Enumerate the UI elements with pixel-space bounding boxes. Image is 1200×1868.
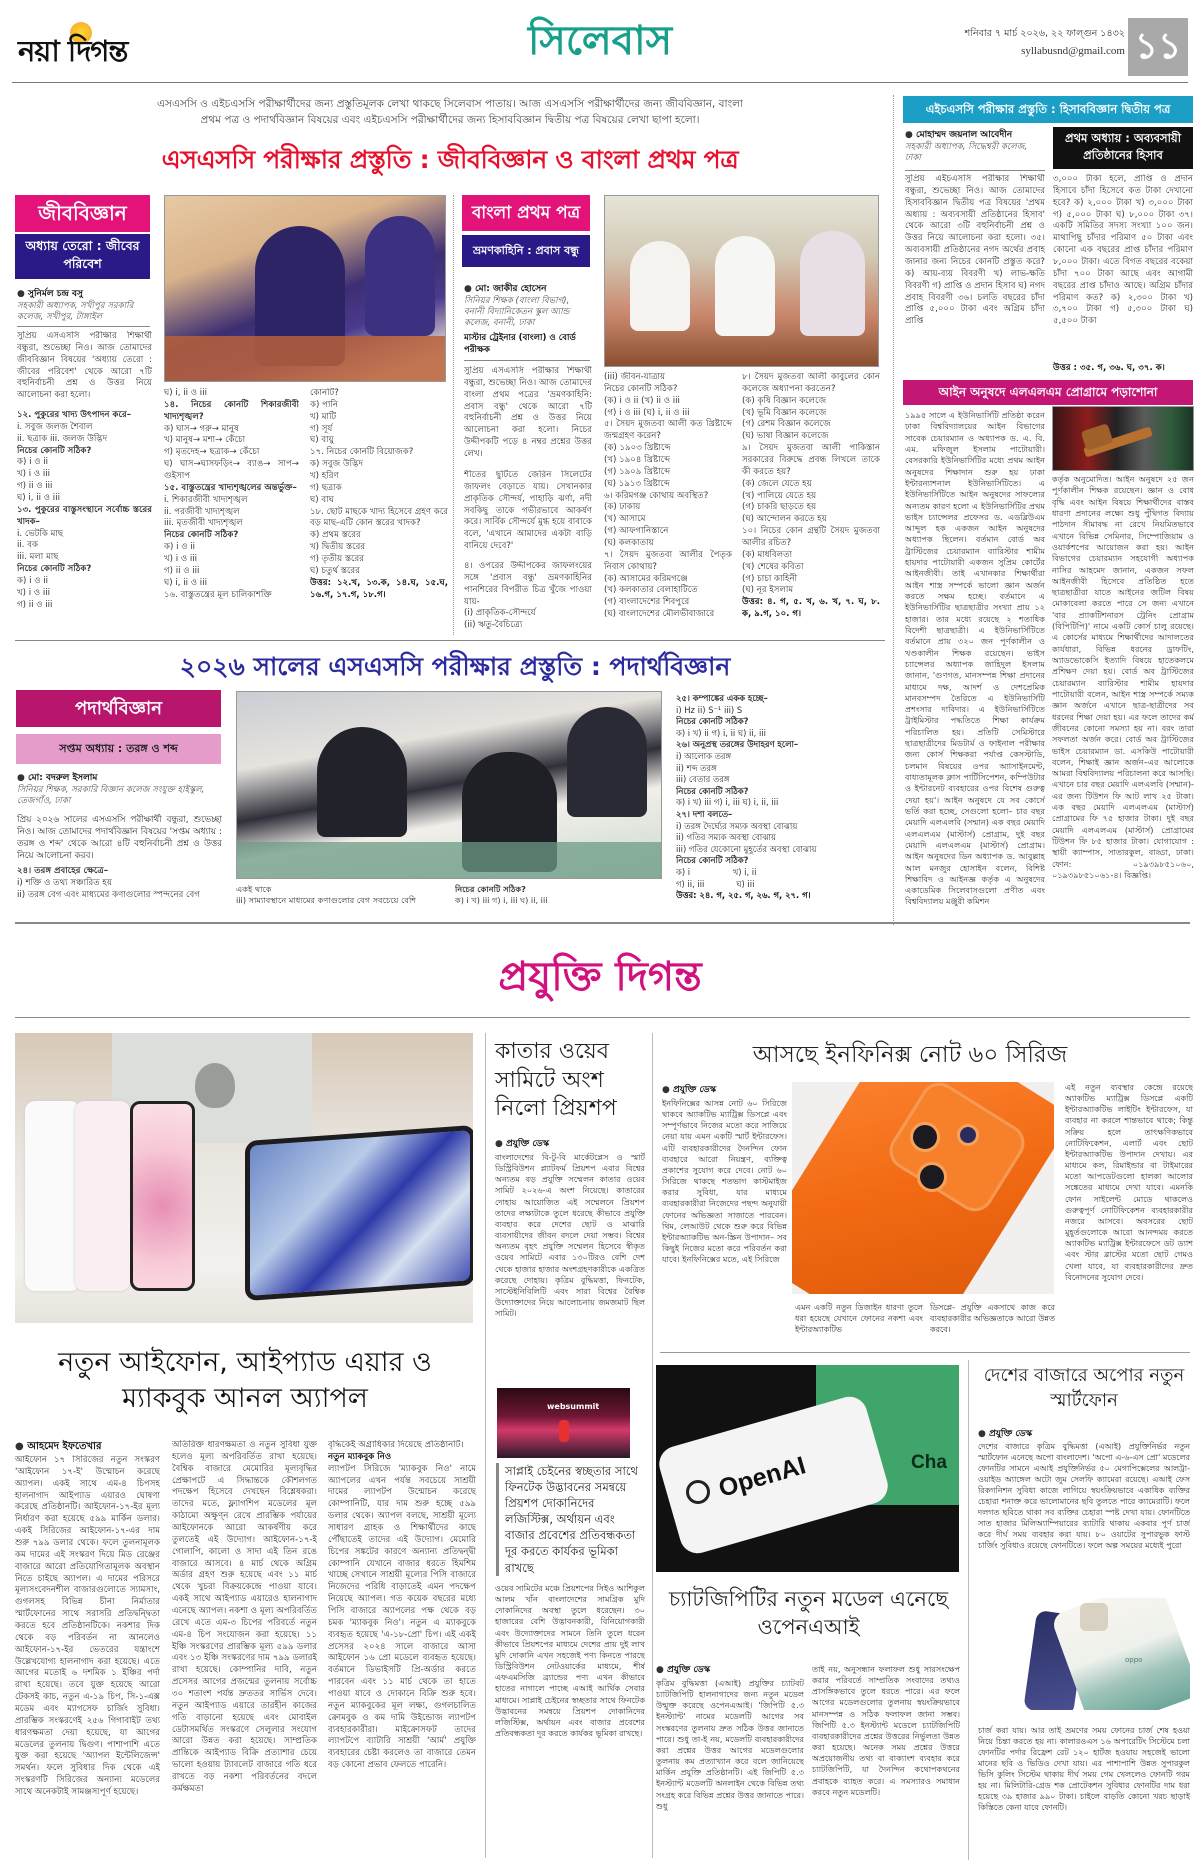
qatar-body: বাংলাদেশের বি-টু-বি মার্কেটপ্লেস ও স্মার্ট ডিস্ট্রিবিউশন প্ল্যাটফর্ম প্রিয়শপ এবার বিশ্বের অন্যতম বড় প্রযুক্তি সম্মেলন কাতার ওয়েব সামিট ২০২৬-এ অংশ নিয়েছে। কাতারের দোহায় আয়োজিত এই সম্মেলনে প্রিয়শপ তাদের লক্ষ্যটাকে তুলে ধরেছে কীভাবে প্রযুক্তি ব্যবহার করে দেশের ছোট ও মাঝারি ব্যবসায়ীদের জীবন বদলে দেয়া সম্ভব। বিশ্বের অন্যতম বৃহৎ প্রযুক্তি সম্মেলন হিসেবে স্বীকৃত ওয়েব সামিটে এবার ১৩০টিরও বেশি দেশ থেকে হাজার হাজার অংশগ্রহণকারীকে একত্রিত করেছে দোহায়। কৃত্রিম বুদ্ধিমত্তা, ফিনটেক, সাস্টেইনিবিলিটি এবং সারা বিশ্বের বৈশ্বিক উদ্যোক্তাদের নিয়ে আলোচনায় জমজমাট ছিল সামিট। bbox=[495, 1152, 645, 1319]
issue-date: শনিবার ৭ মার্চ ২০২৬, ২২ ফাল্গুন ১৪৩২ bbox=[964, 28, 1125, 39]
apple-author: ● আহমেদ ইফতেখার bbox=[15, 1440, 160, 1454]
accounting-affiliation: সহকারী অধ্যাপক, সিদ্ধেশ্বরী কলেজ, ঢাকা bbox=[905, 142, 1028, 164]
infinix-headline: আসছে ইনফিনিক্স নোট ৬০ সিরিজ bbox=[752, 1042, 1068, 1068]
intro-line-2: প্রথম পত্র ও পদার্থবিজ্ঞান বিষয়ের এবং এইচএসসি পরীক্ষার্থীদের জন্য হিসাববিজ্ঞান দ্বিতীয় পত্র বিষয়ের লেখা ছাপা হলো। bbox=[200, 114, 700, 127]
camera-lens-icon bbox=[957, 1124, 979, 1146]
llm-column-1: ১৯৯৫ সালে এ ইউনিভার্সিটি প্রতিষ্ঠা করেন ঢাকা বিশ্ববিদ্যালয়ের আইন বিভাগের সাবেক চেয়ারম্যান ও অধ্যাপক ড. এ. বি. এম. মফিজুল ইসলাম পাটোয়ারী। বেসরকারি ইউনিভার্সিটির মধ্যে প্রথম আইন অনুষদের শিক্ষাদান শুরু হয় ঢাকা ইন্টারন্যাশনাল ইউনিভার্সিটিতে। এ ইউনিভার্সিটিতে আইন অনুষদের সাফল্যের অন্যতম কারণ হলো এ ইউনিভার্সিটির প্রথম ভাইস চ্যান্সেলর প্রফেসর ড. এডব্লিউএম আব্দুল হক একজন আইন অনুষদের অধ্যাপক ছিলেন। বর্তমান বোর্ড অব ট্রাস্টিজের চেয়ারম্যান ব্যারিস্টার শামীম হায়দার পাটোয়ারী একজন সুপ্রিম কোর্টের আইনজীবী। তাই এখানকার শিক্ষার্থীরা আইন শাস্ত্র সম্পর্কে ভালো জ্ঞান অর্জন করতে সক্ষম হচ্ছে। বর্তমানে এ ইউনিভার্সিটির ছাত্রছাত্রীর সংখ্যা প্রায় ১২ হাজার। তার মধ্যে রয়েছে ২ শতাধিক বিদেশী ছাত্রছাত্রী। এ ইউনিভার্সিটিতে বর্তমানে প্রায় ৩২০ জন পূর্ণকালীন ও খণ্ডকালীন শিক্ষক রয়েছেন। ভাইস চ্যান্সেলর অধ্যাপক জাহিদুল ইসলাম জানান, 'গুণগত, মানসম্পন্ন শিক্ষা প্রদানের মাধ্যমে দক্ষ, আদর্শ ও দেশপ্রেমিক মানবসম্পদ তৈরিতে এ ইউনিভার্সিটি প্রশংসার দাবিদার। এ ইউনিভার্সিটিতে ট্রাইমিস্টার পদ্ধতিতে শিক্ষা কার্যক্রম পরিচালিত হয়। প্রতিটি সেমিস্টারে ছাত্রছাত্রীদের মিডটার্ম ও ফাইনাল পরীক্ষার জন্য কোর্স শিক্ষকরা পর্যাপ্ত কেসস্টাডি, চলমান বিষয়ের ওপর অ্যাসাইনমেন্ট, বাধ্যতামূলক ক্লাস পার্টিসিপেশন, কম্পিউটার ও ইন্টারনেট ব্যবহারের ওপর বিশেষ গুরুত্ব দেয়া হয়'। আইন অনুষদে যে সব কোর্সে ভর্তি করা হচ্ছে, সেগুলো হলো– চার বছর মেয়াদি এলএলবি (সম্মান) এক বছর মেয়াদি এলএলএম (মাস্টার্স) প্রোগ্রাম, দুই বছর মেয়াদি এলএলএম (মাস্টার্স) প্রোগ্রাম। আইন অনুষদের ডিন অধ্যাপক ড. আবুল্লাহ আল মনজুর হোসাইন বলেন, বিশিষ্ট শিক্ষাবিদ ও আইনজ্ঞ কর্তৃক এ অনুষদের একাডেমিক সিলেবাসগুলো প্রণীত এবং বিশ্ববিদ্যালয় মঞ্জুরী কমিশন bbox=[905, 410, 1045, 907]
infinix-column-3: এই নতুন ব্যবস্থার কেন্দ্রে রয়েছে অ্যাকটিভ ম্যাট্রিক্স ডিসপ্লে একটি ইন্টারঅ্যাকটিভ লাইটিং ইন্টারফেস, যা ব্যবহার না করলে শান্তভাবে থাকে; কিন্তু সক্রিয় হলে তাৎক্ষণিকভাবে নোটিফিকেশন, এলার্ট এবং ছোট ইন্টারঅ্যাকটিভ উপাদান দেখায়। এর মাধ্যমে কল, রিমাইন্ডার বা টাইমারের মতো আপডেটগুলো হালকা আলোর সঙ্কেতের মাধ্যমে দেখা যাবে। এমনকি ফোন সাইলেন্ট মোডে থাকলেও গুরুত্বপূর্ণ নোটিফিকেশন ব্যবহারকারীর নজরে আসবে। অবসরের ছোট মুহূর্তগুলোকে আরো আনন্দময় করতে অ্যাকটিভ ম্যাট্রিক্স ইন্টারফেসে ডট ড্যাশ এবং স্টার ব্লাস্টের মতো ছোট গেমও খেলা যাবে, যা ব্যবহারকারীদের দ্রুত বিনোদনের সুযোগ দেবে। bbox=[1065, 1082, 1193, 1282]
speaker-figure bbox=[559, 1420, 569, 1442]
llm-header: আইন অনুষদে এলএলএম প্রোগ্রামে পড়াশোনা bbox=[903, 380, 1193, 405]
apple-logo-icon bbox=[195, 1063, 235, 1108]
bangla-affiliation: সিনিয়র শিক্ষক (বাংলা বিভাগ), বনানী বিদ্যানিকেতন স্কুল অ্যান্ড কলেজ, বনানী, ঢাকা bbox=[464, 296, 570, 329]
biology-column-2: ঘ) i, ii ও iii ১৪. নিচের কোনটি শিকারজীবী খাদ্যশৃঙ্খল? ক) ঘাস→ গরু→ মানুষ খ) মানুষ→ মশা→ কেঁচো গ) মৃতদেহ→ ছত্রাক→ কেঁচো ঘ) ঘাস→ঘাসফড়িং→ ব্যাঙ→ সাপ→ গুইসাপ ১৫. বাস্তুতন্ত্রের খাদ্যশৃঙ্খলের অন্তর্ভুক্ত– i. শিকারজীবী খাদ্যশৃঙ্খল ii. পরজীবী খাদ্যশৃঙ্খল iii. মৃতজীবী খাদ্যশৃঙ্খল নিচের কোনটি সঠিক? ক) i ও ii খ) i ও iii গ) ii ও iii ঘ) i, ii ও iii ১৬. বাস্তুতন্ত্রের মূল চালিকাশক্তি bbox=[164, 388, 299, 600]
oppo-phones-photo bbox=[1020, 1598, 1190, 1710]
openai-column-1: কৃত্রিম বুদ্ধিমত্তা (এআই) প্রযুক্তির চ্যাটবট চ্যাটজিপিটি হালনাগাদের জন্য নতুন মডেল উন্মুক্ত করেছে ওপেনএআই। 'জিপিটি ৫.৩ ইনস্ট্যান্ট' নামের মডেলটি আগের সব সংস্করণের তুলনায় দ্রুত সঠিক উত্তর জানাতে পারে। শুধু তা-ই নয়, মডেলটি ব্যবহারকারীদের করা প্রশ্নের উত্তর আগের মডেলগুলোর তুলনায় কম প্রত্যাখ্যান করে বলে জানিয়েছে মার্কিন প্রযুক্তি প্রতিষ্ঠানটি। এই জিপিটি ৫.৩ ইনস্ট্যান্ট মডেলটি অনলাইন থেকে বিভিন্ন তথ্য সংগ্রহ করে বিভিন্ন প্রশ্নের উত্তর জানাতে পারে। শুধু bbox=[656, 1678, 804, 1811]
physics-under-photo-right: নিচের কোনটি সঠিক? ক) i খ) iii গ) i, iii ঘ) ii, iii bbox=[455, 884, 548, 906]
apple-column-3: বৃদ্ধিকেই অগ্রাধিকার দিয়েছে প্রতিষ্ঠানটি। নতুন ম্যাকবুক নিও ল্যাপটপ সিরিজে 'ম্যাকবুক নিও' নামে অ্যাপলের এখন পর্যন্ত সবচেয়ে সাশ্রয়ী দামের ল্যাপটপ উন্মোচন করেছে কোম্পানিটি, যার দাম শুরু হচ্ছে ৫৯৯ ডলার থেকে। অ্যাপল বলছে, সাশ্রয়ী মূল্যে সাধারণ গ্রাহক ও শিক্ষার্থীদের কাছে পৌঁছাতেই তাদের এই উদ্যোগ। মেমোরি চিপের সঙ্কটের কারণে অন্যান্য প্রতিদ্বন্দ্বী কোম্পানি যেখানে বাজার ধরতে হিমশিম খাচ্ছে সেখানে সাশ্রয়ী মূল্যের পিসি বাজারে নিজেদের পরিধি বাড়াতেই এমন পদক্ষেপ নিয়েছে অ্যাপল। গত কয়েক বছরের মধ্যে পিসি বাজারে অ্যাপলের পক্ষ থেকে বড় চমক 'ম্যাকবুক নিও'। নতুন এ ম্যাকবুকে ব্যবহৃত হয়েছে 'এ-১৮-প্রো' চিপ। এই একই প্রসেসর ২০২৪ সালে বাজারে আসা আইফোন ১৬ প্রো মডেলে ব্যবহৃত হয়েছে। বর্তমানে ডিভাইসটি প্রি-অর্ডার করতে পারবেন এবং ১১ মার্চ থেকে তা হাতে পাওয়া যাবে ও দোকানে বিক্রি শুরু হবে। নতুন ম্যাকবুকের মূল লক্ষ্য, গুগলচালিত ক্রোমবুক ও কম দামি উইন্ডোজ ল্যাপটপ ব্যবহারকারীরা। মাইক্রোসফট তাদের ল্যাপটপে ব্যাটারি সাশ্রয়ী 'আর্ম' প্রযুক্তি ব্যবহারের চেষ্টা করলেও তা বাজারে তেমন বড় কোনো প্রভাব ফেলতে পারেনি। bbox=[328, 1440, 476, 1771]
student-figure bbox=[317, 727, 407, 837]
iphone-pink bbox=[75, 1101, 130, 1291]
desk bbox=[165, 336, 446, 382]
oppo-headline: দেশের বাজারে অপোর নতুন স্মার্টফোন bbox=[983, 1365, 1185, 1412]
infinix-column-1: ইনফিনিক্সের আসন্ন নোট ৬০ সিরিজে থাকবে অ্যাকটিভ ম্যাট্রিক্স ডিসপ্লে এবং সম্পূর্ণভাবে নিজের মতো করে সাজিয়ে নেয়া যায় এমন একটি স্মার্ট ইন্টারফেস। এটি ব্যবহারকারীদের দৈনন্দিন ফোন ব্যবহারে আরো নিয়ন্ত্রণ, ব্যক্তিত্ব প্রকাশের সুযোগ করে দেবে। নোট ৬০ সিরিজে থাকছে শতভাগ কাস্টমাইজ করার সুবিধা, যার মাধ্যমে ব্যবহারকারীরা নিজেদের পছন্দ অনুযায়ী ফোনের অভিজ্ঞতা সাজাতে পারবেন। থিম, লেআউট থেকে শুরু করে বিভিন্ন ইন্টারঅ্যাকটিভ অন-স্ক্রিন উপাদান– সব কিছুই নিজের মতো করে পরিবর্তন করা যাবে। ইনফিনিক্সের মতে, এই সিরিজে bbox=[662, 1098, 787, 1265]
accounting-chapter-label: প্রথম অধ্যায় : অব্যবসায়ী প্রতিষ্ঠানের হিসাব bbox=[1053, 127, 1193, 169]
oppo-body-2: চার্জ করা যায়। আর তাই ভ্রমণের সময় ফোনের চার্জ শেষ হওয়া নিয়ে চিন্তা করতে হয় না। কালারওএস ১৬ অপারেটিং সিস্টেমে চলা ফোনটির পর্দার রিফ্রেশ রেট ১২০ হার্টজ হওয়ায় সহজেই ভালো মানের ছবি ও ভিডিও দেখা যায়। এর পাশাপাশি উন্নত সুপারকুল ভিসি কুলিং সিস্টেম থাকায় দীর্ঘ সময় গেম খেললেও ফোনটি গরম হয় না। মিলিটারি-গ্রেড শক প্রোটেকশন সুবিধার ফোনটির দাম ধরা হয়েছে ৩৯ হাজার ৯৯০ টাকা। চাইলে বাড়তি কোনো খরচ ছাড়াই কিস্তিতে কেনা যাবে ফোনটি। bbox=[978, 1726, 1190, 1813]
physics-headline: ২০২৬ সালের এসএসসি পরীক্ষার প্রস্তুতি : পদার্থবিজ্ঞান bbox=[179, 652, 731, 681]
oppo-author: ● প্রযুক্তি ডেস্ক bbox=[978, 1428, 1190, 1440]
accounting-column-2: ৩,০০০ টাকা হলে, প্রাপ্তি ও প্রদান হিসাবে চাঁদা হিসেবে কত টাকা দেখানো হবে? ক) ২,০০০ টাকা খ) ৩,০০০ টাকা গ) ৫,০০০ টাকা ঘ) ৮,০০০ টাকা ৩৭। একটি সমিতির সদস্য সংখ্যা ১০০ জন। মাথাপিছু চাঁদার পরিমাণ ৫০ টাকা এবং কোনো এক বছরের প্রাপ্ত চাঁদার পরিমাণ ৮,০০০ টাকা। এতে বিগত বছরের বকেয়া চাঁদা ৭০০ টাকা আছে এবং আগামী বছরের প্রাপ্ত চাঁদাও আছে। অগ্রিম চাঁদার পরিমাণ কত? ক) ২,৩০০ টাকা খ) ৩,৭০০ টাকা গ) ৫,৩০০ টাকা ঘ) ৫,৫০০ টাকা bbox=[1053, 174, 1193, 327]
biology-intro: সুপ্রিয় এসএসসি পরীক্ষার শিক্ষার্থী বন্ধুরা, শুভেচ্ছা নিও। আজ তোমাদের জীববিজ্ঞান বিষয়ের 'অধ্যায় তেরো : জীবের পরিবেশ' থেকে আরো ৭টি বহুনির্বাচনী প্রশ্ন ও উত্তর নিয়ে আলোচনা করা হলো। bbox=[17, 331, 152, 401]
openai-logo-icon bbox=[686, 1480, 710, 1504]
paper-name: নয়া দিগন্ত bbox=[18, 34, 128, 68]
biology-subject-label: জীববিজ্ঞান bbox=[15, 195, 150, 232]
desk bbox=[237, 842, 662, 879]
camera-module bbox=[1080, 1603, 1108, 1631]
websummit-label: websummit bbox=[547, 1402, 600, 1411]
biology-photo-students bbox=[164, 195, 446, 382]
infinix-caption-1: এমন একটি নতুন ডিজাইন ধারণা তুলে ধরা হয়েছে যেখানে ফোনের নকশা এবং ইন্টারঅ্যাকটিভ bbox=[795, 1303, 923, 1335]
biology-column-1: ১২. পুকুরের খাদ্য উৎপাদন করে– i. সবুজ জলজ শৈবাল ii. ছত্রাক iii. জলজ উদ্ভিদ নিচের কোনটি সঠিক? ক) i ও ii খ) i ও iii গ) ii ও iii ঘ) i, ii ও iii ১৩. পুকুরের বাস্তুসংস্থানে সর্বোচ্চ স্তরের খাদক– i. ভেটকি মাছ ii. বক iii. মলা মাছ নিচের কোনটি সঠিক? ক) i ও ii খ) i ও iii গ) ii ও iii bbox=[17, 410, 152, 610]
student-figure bbox=[800, 231, 865, 336]
infinix-author: ● প্রযুক্তি ডেস্ক bbox=[662, 1084, 787, 1096]
bangla-author-role: মাস্টার ট্রেইনার (বাংলা) ও বোর্ড পরীক্ষক bbox=[464, 333, 576, 355]
bangla-column-1-tail: ৪। ওপরের উদ্দীপকের জাফলংয়ের সঙ্গে 'প্রবাস বন্ধু' ভ্রমণকাহিনির পানশিরের বিপরীত চিত্র খুঁজে পাওয়া যায়- (i) প্রাকৃতিক-সৌন্দর্যে (ii) ঋতু-বৈচিত্র্যে bbox=[464, 561, 592, 631]
openai-headline: চ্যাটজিপিটির নতুন মডেল এনেছে ওপেনএআই bbox=[668, 1587, 949, 1640]
bangla-column-2: (iii) জীবন-যাত্রায় নিচের কোনটি সঠিক? (ক) i ও ii (খ) ii ও iii (গ) i ও iii (ঘ) i, ii ও iii ৫। সৈয়দ মুজতবা আলী কত খ্রিষ্টাব্দে জন্মগ্রহণ করেন? (ক) ১৯০৩ খ্রিষ্টাব্দে (খ) ১৯০৪ খ্রিষ্টাব্দে (গ) ১৯০৯ খ্রিষ্টাব্দে (ঘ) ১৯১৩ খ্রিষ্টাব্দে ৬। করিমগঞ্জ কোথায় অবস্থিত? (ক) ঢাকায় (খ) আসামে (গ) আফগানিস্তানে (ঘ) কলকাতায় ৭। সৈয়দ মুজতবা আলীর পৈতৃক নিবাস কোথায়? (ক) আসামের করিমগঞ্জে (খ) কলকাতার বেলাহাটিতে (গ) বাংলাদেশের শিবপুরে (ঘ) বাংলাদেশের মৌলভীবাজারে bbox=[604, 372, 732, 620]
qatar-pullquote: সাপ্লাই চেইনের স্বচ্ছতার সাথে ফিনটেক উদ্ভাবনের সমন্বয়ে প্রিয়শপ দোকানিদের লজিস্টিক্স, অর্থায়ন এবং বাজার প্রবেশের প্রতিবন্ধকতা দূর করতে কার্যকর ভূমিকা রাখছে bbox=[496, 1463, 641, 1576]
openai-photo bbox=[656, 1365, 959, 1572]
bangla-chapter-label: ভ্রমণকাহিনি : প্রবাস বন্ধু bbox=[462, 235, 590, 267]
physics-under-photo-left: একই থাকে iii) সাম্যাবস্থানে মাধ্যমের কণাগুলোর বেগ সবচেয়ে বেশি bbox=[236, 884, 417, 906]
tech-section-title: প্রযুক্তি দিগন্ত bbox=[498, 954, 702, 1000]
biology-affiliation: সহকারী অধ্যাপক, সখীপুর সরকারি কলেজ, সখীপুর, টাঙ্গাইল bbox=[17, 301, 134, 323]
openai-wordmark: OpenAI bbox=[715, 1451, 809, 1503]
camera-lens-icon bbox=[910, 1122, 940, 1152]
accounting-author: ● মোহাম্মদ জয়নাল আবেদীন bbox=[905, 129, 1045, 141]
physics-photo-students bbox=[236, 691, 662, 879]
oppo-brand-label: oppo bbox=[1125, 1656, 1143, 1664]
llm-column-2: কর্তৃক অনুমোদিত। আইন অনুষদে ২৫ জন পূর্ণকালীন শিক্ষক রয়েছেন। জ্ঞান ও বোধ বৃদ্ধি এবং আইন বিষয়ে শিক্ষার্থীদের বাস্তব ধারণা প্রদানের লক্ষ্যে শুধু পুঁথিগত বিদ্যায় পাঠদান সীমাবদ্ধ না রেখে নিয়মিতভাবে এখানে বিভিন্ন সেমিনার, সিম্পোজিয়াম ও ওয়ার্কশপের আয়োজন করা হয়। আইন বিভাগের চেয়ারম্যান সহযোগী অধ্যাপক নাসির আহমেদ জানান, একজন সফল আইনজীবী হিসেবে প্রতিষ্ঠিত হতে ছাত্রছাত্রীরা যাতে আইনের জটিল বিষয় মোকাবেলা করতে পারে সে জন্য এখানে 'বার প্র্যাকটিশনারস ট্রেনিং প্রোগ্রাম (বিপিটিপি)' নামে একটি কোর্স চালু রয়েছে। এ কোর্সের মাধ্যমে শিক্ষার্থীদের আদালতের কার্যধারা, বিভিন্ন ধরনের ড্রাফটিং, অ্যাডভোকেসি ইত্যাদি বিষয়ে হাতেকলমে প্রশিক্ষণ দেয়া হয়। বোর্ড অব ট্রাস্টিজের চেয়ারম্যান ব্যারিস্টার শামীম হায়দার পাটোয়ারী বলেন, আইন শাস্ত্র সম্পর্কে সম্যক জ্ঞান অর্জনে এখানে ছাত্র-ছাত্রীদের সব ধরনের শিক্ষা দেয়া হয়। এর ফলে তাদের কর্ম জীবনের কোনো সমস্যা হয় না। বরং তারা সফলতা অর্জন করে। বোর্ড অব ট্রাস্টিজের ভাইস চেয়ারম্যান ডা. এসকিউ পাটোয়ারী বলেন, শিক্ষাই জ্ঞান অর্জন–এর আলোকে আমরা বিশ্ববিদ্যালয় পরিচালনা করে আসছি। এখানে চার বছর মেয়াদি এলএলবি (সম্মান)-এর জন্য টিউশন ফি আট লাখ ২৫ টাকা। এক বছর মেয়াদি এলএলএম (মাস্টার্স) প্রোগ্রামের ফি ৭৫ হাজার টাকা। দুই বছর মেয়াদি এলএলএম (মাস্টার্স) প্রোগ্রামের টিউশন ফি ৮৫ হাজার টাকা। যোগাযোগ : স্থায়ী ক্যাম্পাস, সাতারকুল, বাড্ডা, ঢাকা। ফোন: ০১৯৩৯৮৫১০৬০, ০১৯৩৯৮৫১০৬১-৪। বিজ্ঞপ্তি। bbox=[1052, 474, 1194, 880]
chatgpt-label: Cha bbox=[911, 1452, 947, 1473]
physics-column-1-tail: ২৪। তরঙ্গ প্রবাহের ক্ষেত্রে– i) শক্তি ও তথ্য সঞ্চারিত হয় ii) তরঙ্গ বেগ এবং মাধ্যমের কণাগুলোর স্পন্দনের বেগ bbox=[17, 866, 200, 900]
physics-author: ● মো: বদরুল ইসলাম bbox=[17, 772, 222, 784]
paper-logo[interactable] bbox=[18, 20, 188, 70]
physics-column-3: ২৫। কম্পাঙ্কের একক হচ্ছে– i) Hz ii) S⁻¹ iii) S নিচের কোনটি সঠিক? ক) i খ) ii গ) i, ii ঘ) ii, iii ২৬। অনুপ্রস্থ তরঙ্গের উদাহরণ হলো– i) আলোক তরঙ্গ ii) শব্দ তরঙ্গ iii) বেতার তরঙ্গ নিচের কোনটি সঠিক? ক) i খ) iii গ) i, iii ঘ) i, ii, iii ২৭। দশা বলতে– i) তরঙ্গ দৈর্ঘ্যের সম্যক অবস্থা বোঝায় ii) গতির সম্যক অবস্থা বোঝায় iii) গতির যেকোনো মুহূর্তের অবস্থা বোঝায় নিচের কোনটি সঠিক? ক) i খ) i, ii গ) ii, iii ঘ) iii উত্তর: ২৪. গ, ২৫. গ, ২৬. গ, ২৭. গ। bbox=[676, 693, 817, 901]
page-number: ১১ bbox=[1128, 18, 1188, 76]
apple-headline: নতুন আইফোন, আইপ্যাড এয়ার ও ম্যাকবুক আনল অ্যাপল bbox=[58, 1347, 432, 1415]
accounting-answer: উত্তর : ৩৫. গ, ৩৬. ঘ, ৩৭. ক। bbox=[1053, 363, 1165, 373]
physics-subject-label: পদার্থবিজ্ঞান bbox=[16, 690, 221, 727]
bangla-photo-students bbox=[604, 195, 879, 367]
ssc-headline: এসএসসি পরীক্ষার প্রস্তুতি : জীববিজ্ঞান ও বাংলা প্রথম পত্র bbox=[161, 145, 739, 174]
infinix-caption-2: ডিসপ্লে- প্রযুক্তি একসাথে কাজ করে ব্যবহারকারীর অভিজ্ঞতাকে আরো উন্নত করবে। bbox=[930, 1303, 1055, 1335]
qatar-headline: কাতার ওয়েব সামিটে অংশ নিলো প্রিয়শপ bbox=[495, 1039, 617, 1122]
apple-column-2: অতিরিক্ত ধারণক্ষমতা ও নতুন সুবিধা যুক্ত হলেও মূল্য অপরিবর্তিত রাখা হয়েছে। বৈশ্বিক বাজারে মেমোরির মূল্যবৃদ্ধির প্রেক্ষাপটে এ সিদ্ধান্তকে কৌশলগত পদক্ষেপ হিসেবে দেখছেন বিশ্লেষকরা। তাদের মতে, ফ্ল্যাগশিপ মডেলের মূল কাঠামো অক্ষুণ্ন রেখে প্রারম্ভিক পর্যায়ের আইফোনকে আরো আকর্ষণীয় করে তুলতেই এই উদ্যোগ। আইফোন-১৭-ই গোলাপি, কালো ও সাদা এই তিন রঙে বাজারে আসবে। ৪ মার্চ থেকে অগ্রিম অর্ডার গ্রহণ শুরু হয়েছে এবং ১১ মার্চ থেকে খুচরা বিক্রয়কেন্দ্রে পাওয়া যাবে। একই সাথে আইপ্যাড এয়ারেও হালনাগাদ এনেছে অ্যাপল। নকশা ও মূল্য অপরিবর্তিত রেখে এতে এম-৩ চিপের পরিবর্তে নতুন এম-৪ চিপ সংযোজন করা হয়েছে। ১১ ইঞ্চি সংস্করণের প্রারম্ভিক মূল্য ৫৯৯ ডলার এবং ১৩ ইঞ্চি সংস্করণের দাম ৭৯৯ ডলারই রাখা হয়েছে। কোম্পানির দাবি, নতুন প্রসেসর আগের প্রজন্মের তুলনায় সর্বোচ্চ ৩০ শতাংশ পর্যন্ত দ্রুততর সার্ভিস দেবে। নতুন আইপ্যাড এয়ারে তারহীন কাজের গতি বাড়ানো হয়েছে এবং মোবাইল ডেটাসমর্থিত সংস্করণে সেলুলার সংযোগ আরো উন্নত করা হয়েছে। সাম্প্রতিক প্রান্তিকে আইপ্যাড বিক্রি প্রত্যাশার চেয়ে ভালো হওয়ায় ট্যাবলেট বাজারে গতি ধরে রাখতে বড় নকশা পরিবর্তনের বদলে কর্মক্ষমতা bbox=[172, 1440, 317, 1794]
physics-chapter-label: সপ্তম অধ্যায় : তরঙ্গ ও শব্দ bbox=[16, 734, 221, 764]
intro-note bbox=[30, 96, 870, 129]
bangla-author: ● মো: জাকীর হোসেন bbox=[464, 283, 592, 295]
apple-products-photo bbox=[15, 1033, 473, 1323]
qatar-body-2: ওয়েব সামিটের মঞ্চে প্রিয়শপের সিইও আশিকুল আলম খাঁন বাংলাদেশের সামগ্রিক মুদি দোকানিদের অবস্থা তুলে ধরেছেন। ৩০ হাজারের বেশি উদ্ভাবনকারী, বিনিয়োগকারী এবং উদ্যোক্তাদের সামনে তিনি তুলে ধরেন কীভাবে প্রিয়শপের মাধ্যমে দেশের প্রায় দুই লাখ মুদি দোকানি এখন সহজেই পণ্য কিনতে পারছে ডিস্ট্রিবিউশন নেটওয়ার্কের মাধ্যমে, শীর্ষ এফএমসিজি ব্র্যান্ডের পণ্য এখন কীভাবে হাতের নাগালে পাচ্ছে এআই আর্থিক সেবার মাধ্যমে। সাপ্লাই চেইনের স্বচ্ছতার সাথে ফিনটেক উদ্ভাবনের সমন্বয়ে প্রিয়শপ দোকানিদের লজিস্টিক্স, অর্থায়ন এবং বাজার প্রবেশের প্রতিবন্ধকতা দূর করতে কার্যকর ভূমিকা রাখছে। bbox=[495, 1583, 645, 1739]
biology-author: ● সুনির্মল চন্দ্র বসু bbox=[17, 288, 152, 300]
accounting-column-1: সুপ্রিয় এইচএসসি পরীক্ষার শিক্ষার্থী বন্ধুরা, শুভেচ্ছা নিও। আজ তোমাদের হিসাববিজ্ঞান দ্বিতীয় পত্র বিষয়ের 'প্রথম অধ্যায় : অব্যবসায়ী প্রতিষ্ঠানের হিসাব' থেকে আরো ৩টি বহুনির্বাচনী প্রশ্ন ও উত্তর নিয়ে আলোচনা করা হলো। ৩৫। অব্যবসায়ী প্রতিষ্ঠানের নগদ অর্থের প্রবাহ জানার জন্য নিচের কোনটি প্রস্তুত করে? ক) আয়-ব্যয় বিবরণী খ) লাভ-ক্ষতি বিবরণী গ) প্রাপ্তি ও প্রদান হিসাব ঘ) নগদ প্রবাহ বিবরণী ৩৬। চলতি বছরের চাঁদা প্রাপ্তি ৫,০০০ টাকা এবং অগ্রিম চাঁদা প্রাপ্তি bbox=[905, 174, 1045, 327]
student-figure bbox=[567, 707, 647, 817]
physics-affiliation: সিনিয়র শিক্ষক, সরকারি বিজ্ঞান কলেজ সংযুক্ত হাইস্কুল, তেজগাঁও, ঢাকা bbox=[17, 785, 205, 807]
apple-column-1: আইফোন ১৭ সিরিজের নতুন সংস্করণ 'আইফোন ১৭-ই' উন্মোচন করেছে অ্যাপল। একই সাথে এম-৪ চিপসহ হালনাগাদ আইপ্যাড এয়ারও ঘোষণা করেছে প্রতিষ্ঠানটি। আইফোন-১৭-ইর মূল্য নির্ধারণ করা হয়েছে ৫৯৯ মার্কিন ডলার। একই সিরিজের আইফোন-১৭-এর দাম শুরু ৭৯৯ ডলার থেকে। ফলে তুলনামূলক কম দামের এই সংস্করণ দিয়ে মিড রেঞ্জের বাজারে আরো প্রতিযোগিতামূলক অবস্থান নিতে চাইছে অ্যাপল। এ দামের পরিসরে মূল্যসংবেদনশীল বাজারগুলোতে স্যামসাং, গুগলসহ বিভিন্ন চীনা নির্মাতার স্মার্টফোনের সাথে সরাসরি প্রতিদ্বন্দ্বিতা করতে হবে প্রতিষ্ঠানটিকে। নকশার দিক থেকে বড় পরিবর্তন না আনলেও আইফোন-১৭-ইর ভেতরের যন্ত্রাংশে উল্লেখযোগ্য হালনাগাদ করা হয়েছে। এতে আগের মতোই ৬ দশমিক ১ ইঞ্চির পর্দা রাখা হয়েছে। তবে যুক্ত হয়েছে আরো টেকসই কাচ, নতুন এ-১৯ চিপ, সি-১-এক্স মডেম এবং ম্যাগসেফ চার্জিং সুবিধা। প্রারম্ভিক সংস্করণেই ২৫৬ গিগাবাইট তথ্য ধারণক্ষমতা দেয়া হয়েছে, যা আগের মডেলের তুলনায় দ্বিগুণ। পাশাপাশি এতে যুক্ত করা হয়েছে 'অ্যাপল ইন্টেলিজেন্স' সমর্থন। ফলে সুবিধার দিক থেকে এই সংস্করণটি সিরিজের অন্যান্য মডেলের সাথে অনেকটাই সামঞ্জস্যপূর্ণ হয়েছে। bbox=[15, 1455, 160, 1798]
bangla-subject-label: বাংলা প্রথম পত্র bbox=[462, 195, 590, 231]
physics-intro: প্রিয় ২০২৬ সালের এসএসসি পরীক্ষার্থী বন্ধুরা, শুভেচ্ছা নিও। আজ তোমাদের পদার্থবিজ্ঞান বিষয়ের 'সপ্তম অধ্যায় : তরঙ্গ ও শব্দ' থেকে আরো ৪টি বহুনির্বাচনী প্রশ্ন ও উত্তর নিয়ে আলোচনা করব। bbox=[17, 815, 222, 862]
contact-email[interactable]: syllabusnd@gmail.com bbox=[1021, 45, 1125, 57]
infinix-phone-photo bbox=[792, 1082, 1054, 1294]
camera-lens-icon bbox=[917, 1162, 947, 1192]
student-figure bbox=[365, 216, 435, 336]
iphone-screen bbox=[130, 1101, 195, 1291]
biology-chapter-label: অধ্যায় তেরো : জীবের পরিবেশ bbox=[15, 234, 150, 279]
bangla-column-3: ৮। সৈয়দ মুজতবা আলী কাবুলের কোন কলেজে অধ্যাপনা করতেন? (ক) কৃষি বিজ্ঞান কলেজে (খ) ভূমি বিজ্ঞান কলেজে (গ) রেশম বিজ্ঞান কলেজে (ঘ) ভাষা বিজ্ঞান কলেজে ৯। সৈয়দ মুজতবা আলী পাকিস্তান সরকারের বিরুদ্ধে প্রবন্ধ লিখলে তাকে কী করতে হয়? (ক) জেলে যেতে হয় (খ) পালিয়ে যেতে হয় (গ) চাকরি ছাড়তে হয় (ঘ) আন্দোলন করতে হয় ১০। নিচের কোন গ্রন্থটি সৈয়দ মুজতবা আলীর রচিত? (ক) মাধবিলতা (খ) শেষের কবিতা (গ) চাচা কাহিনী (ঘ) নূর ইসলাম উত্তর: ৪. গ, ৫. খ, ৬. খ, ৭. ঘ, ৮. ক, ৯.গ, ১০. গ। bbox=[742, 372, 880, 620]
llm-photo-gavel-books bbox=[1052, 406, 1194, 471]
student-figure bbox=[715, 236, 775, 336]
openai-author: ● প্রযুক্তি ডেস্ক bbox=[656, 1664, 804, 1676]
accounting-header: এইচএসসি পরীক্ষার প্রস্তুতি : হিসাববিজ্ঞান দ্বিতীয় পত্র bbox=[903, 96, 1193, 123]
intro-line-1: এসএসসি ও এইচএসসি পরীক্ষার্থীদের জন্য প্রস্তুতিমূলক লেখা থাকছে সিলেবাস পাতায়। আজ এসএসসি পরীক্ষার্থীদের জন্য জীববিজ্ঞান, বাংলা bbox=[157, 98, 743, 110]
section-title: সিলেবাস bbox=[527, 18, 673, 64]
iphone-white bbox=[25, 1101, 80, 1291]
websummit-photo bbox=[497, 1388, 630, 1458]
biology-column-3: কোনটি? ক) পানি খ) মাটি গ) সূর্য ঘ) বায়ু ১৭. নিচের কোনটি বিয়োজক? ক) সবুজ উদ্ভিদ খ) হরিণ গ) ছত্রাক ঘ) বাঘ ১৮. ছোট মাছকে খাদ্য হিসেবে গ্রহণ করে বড় মাছ-এটি কোন স্তরের খাদক? ক) প্রথম স্তরের খ) দ্বিতীয় স্তরের গ) তৃতীয় স্তরের ঘ) চতুর্থ স্তরের উত্তর: ১২.খ, ১৩.ক, ১৪.ঘ, ১৫.ঘ, ১৬.গ, ১৭.গ, ১৮.গ। bbox=[310, 388, 448, 600]
oppo-body-1: দেশের বাজারে কৃত্রিম বুদ্ধিমত্তা (এআই) প্রযুক্তিনির্ভর নতুন স্মার্টফোন এনেছে অপো বাংলাদেশ। 'অপো এ-৬-এস প্রো' মডেলের ফোনটির সামনে এআই প্রযুক্তিনির্ভর ৫০ মেগাপিক্সেলের আলট্রা-ওয়াইড অ্যাঙ্গেল অটো জুম সেলফি ক্যামেরা রয়েছে। এআই ফেস রিকগনিশন সুবিধা কাজে লাগিয়ে স্বয়ংক্রিয়ভাবে একাধিক ব্যক্তির চেহারা শনাক্ত করে ভালোমানের ছবি তুলতে পারে ক্যামেরাটি। ফলে দলগত ছবিতে থাকা সব ব্যক্তির চেহারা স্পষ্ট দেখা যায়। ফোনটিতে সাত হাজার মিলিঅ্যাম্পিয়ারের ব্যাটারি থাকায় একবার পূর্ণ চার্জ করে দীর্ঘ সময় ব্যবহার করা যায়। ৮০ ওয়াটের সুপারভুক ফাস্ট চার্জিং সুবিধাও রয়েছে ফোনটিতে। ফলে অল্প সময়ের মধ্যেই পুরো bbox=[978, 1442, 1190, 1551]
student-figure bbox=[630, 241, 690, 331]
qatar-author: ● প্রযুক্তি ডেস্ক bbox=[495, 1138, 645, 1150]
bangla-intro: সুপ্রিয় এসএসসি পরীক্ষার শিক্ষার্থী বন্ধুরা, শুভেচ্ছা নিও। আজ তোমাদের বাংলা প্রথম পত্রের 'ভ্রমণকাহিনি: প্রবাস বন্ধু' থেকে আরো ৭টি বহুনির্বাচনী প্রশ্ন ও উত্তর নিয়ে আলোচনা করা হলো। নিচের উদ্দীপকটি পড়ে ৪ নম্বর প্রশ্নের উত্তর লেখ। bbox=[464, 366, 592, 460]
masthead bbox=[0, 0, 1200, 85]
openai-column-2: তাই নয়, অনুসন্ধান ফলাফল শুধু সারসংক্ষেপ করার পরিবর্তে সাম্প্রতিক সংবাদের তথ্যও প্রাসঙ্গিকভাবে তুলে ধরতে পারে। এর ফলে আগের মডেলগুলোর তুলনায় স্বয়ংক্রিয়ভাবে মানসম্পন্ন ও সঠিক ফলাফল জানা সম্ভব। জিপিটি ৫.৩ ইনস্ট্যান্ট মডেলে চ্যাটজিপিটি ব্যবহারকারীদের প্রশ্নের উত্তরের নির্ভুলতা উন্নত করা হয়েছে। অনেক সময় প্রশ্নের উত্তরে অপ্রয়োজনীয় তথ্য বা বাক্যাংশ ব্যবহার করে চ্যাটজিপিটি, যা দৈনন্দিন কথোপকথনের প্রবাহকে ব্যাহত করে। এ সমস্যারও সমাধান করবে নতুন মডেলটি। bbox=[812, 1664, 960, 1797]
ipad-air bbox=[245, 1125, 473, 1301]
bangla-stimulus: শীতের ছুটিতে জেরিন সিলেটের জাফলং বেড়াতে যায়। সেখানকার প্রাকৃতিক সৌন্দর্য, পাহাড়ি ঝর্ণা, নদী সবকিছু তাকে গভীরভাবে আকর্ষণ করে। সার্বিক সৌন্দর্যে মুগ্ধ হয়ে বাবাকে বলে, 'এখানে আমাদের একটা বাড়ি বানিয়ে দেবে?' bbox=[464, 470, 592, 552]
